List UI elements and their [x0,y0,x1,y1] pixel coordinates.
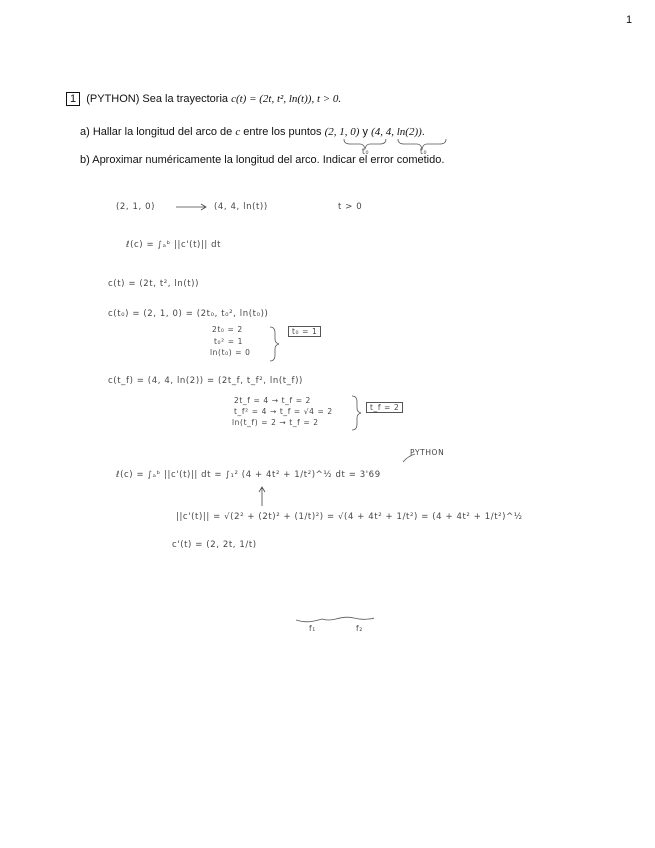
part-a-middle: entre los puntos [243,126,322,138]
problem-prefix: (PYTHON) Sea la trayectoria [86,93,229,105]
hw-length-definition: ℓ(c) = ∫ₐᵇ ||c'(t)|| dt [126,240,222,250]
problem-number: 1 [66,92,80,106]
hw-point-start: (2, 1, 0) [116,202,156,212]
hw-sys2-result: t_f = 2 [366,402,403,413]
hw-c-t0: c(t₀) = (2, 1, 0) = (2t₀, t₀², ln(t₀)) [108,309,269,319]
brace-label-start: t₀ [362,147,370,156]
part-b: b) Aproximar numéricamente la longitud del arco. Indicar el error cometido. [80,154,445,166]
brace-label-end: t₀ [420,147,428,156]
hw-sys1-result: t₀ = 1 [288,326,321,337]
hw-bottom-label-1: f₁ [309,624,316,633]
hw-python-note: PYTHON [410,448,445,457]
hw-point-end: (4, 4, ln(t)) [214,202,268,212]
hw-bottom-label-2: f₂ [356,624,363,633]
hw-curve-definition: c(t) = (2t, t², ln(t)) [108,279,199,289]
hw-sys1-eq3: ln(t₀) = 0 [210,348,251,357]
hw-t-condition: t > 0 [338,202,363,212]
hw-sys1-eq2: t₀² = 1 [214,337,243,346]
part-a-curve: c [235,126,241,138]
hw-length-calculation: ℓ(c) = ∫ₐᵇ ||c'(t)|| dt = ∫₁² (4 + 4t² + 1/t²)^½ dt = 3'69 [116,470,381,480]
point-start: (2, 1, 0) [324,126,360,138]
part-a-end: . [421,126,425,138]
part-a-y: y [362,126,369,138]
hw-derivative: c'(t) = (2, 2t, 1/t) [172,540,257,550]
hw-sys2-eq1: 2t_f = 4 → t_f = 2 [234,396,311,405]
page-number: 1 [626,14,633,26]
hw-norm-derivative: ||c'(t)|| = √(2² + (2t)² + (1/t)²) = √(4 + 4t² + 1/t²) = (4 + 4t² + 1/t²)^½ [176,512,523,522]
hw-c-tf: c(t_f) = (4, 4, ln(2)) = (2t_f, t_f², ln(t_f)) [108,376,303,386]
hw-sys2-eq2: t_f² = 4 → t_f = √4 = 2 [234,407,333,416]
point-end: (4, 4, ln(2)) [371,126,422,138]
hw-sys2-eq3: ln(t_f) = 2 → t_f = 2 [232,418,319,427]
hw-sys1-eq1: 2t₀ = 2 [212,325,243,334]
curve-definition: c(t) = (2t, t², ln(t)), t > 0. [231,93,342,105]
part-a-prefix: a) Hallar la longitud del arco de [80,126,233,138]
